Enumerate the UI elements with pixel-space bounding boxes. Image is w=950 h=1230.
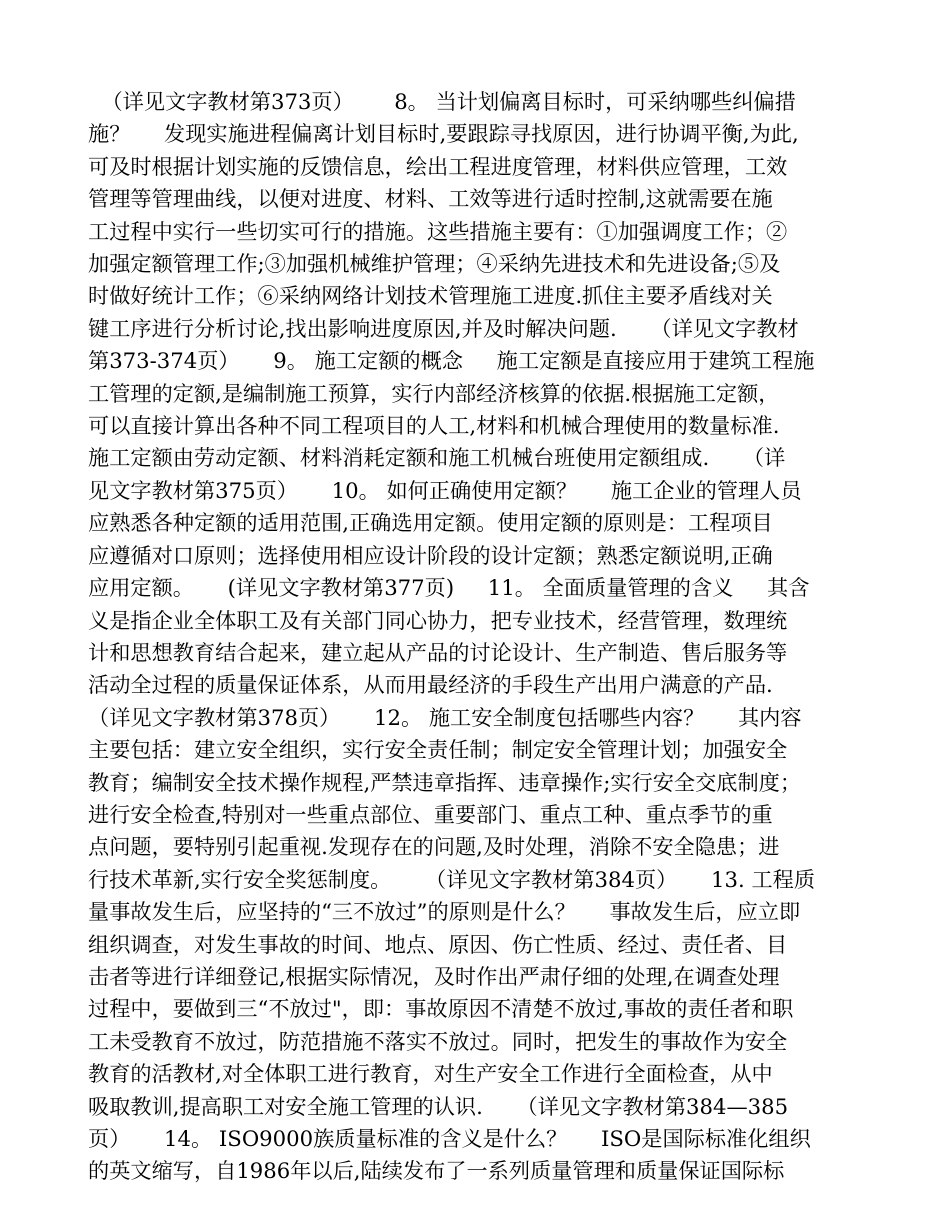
text-line: 过程中，要做到三“不放过"，即：事故原因不清楚不放过,事故的责任者和职 xyxy=(88,996,794,1022)
text-line: 加强定额管理工作;③加强机械维护管理；④采纳先进技术和先进设备;⑤及 xyxy=(88,251,781,277)
text-line: 击者等进行详细登记,根据实际情况，及时作出严肃仔细的处理,在调查处理 xyxy=(88,963,780,989)
text-line: 活动全过程的质量保证体系，从而用最经济的手段生产出用户满意的产品. xyxy=(88,672,773,698)
text-line: 教育的活教材,对全体职工进行教育，对生产安全工作进行全面检查，从中 xyxy=(88,1061,773,1087)
text-line: 量事故发生后，应坚持的“三不放过”的原则是什么？ 事故发生后，应立即 xyxy=(88,899,801,925)
text-line: 工过程中实行一些切实可行的措施。这些措施主要有：①加强调度工作；② xyxy=(88,218,788,244)
text-line: 主要包括：建立安全组织，实行安全责任制；制定安全管理计划；加强安全 xyxy=(88,737,788,763)
text-line: 行技术革新,实行安全奖惩制度。 （详见文字教材第384页） 13. 工程质 xyxy=(88,866,816,892)
text-line: 计和思想教育结合起来，建立起从产品的讨论设计、生产制造、售后服务等 xyxy=(88,639,788,665)
text-line: 吸取教训,提高职工对安全施工管理的认识. （详见文字教材第384—385 xyxy=(88,1093,789,1119)
text-line: 应熟悉各种定额的适用范围,正确选用定额。使用定额的原则是：工程项目 xyxy=(88,510,773,536)
text-line: 第373-374页） 9。 施工定额的概念 施工定额是直接应用于建筑工程施 xyxy=(88,348,815,374)
text-line: （详见文字教材第373页） 8。 当计划偏离目标时，可采纳哪些纠偏措 xyxy=(88,89,796,114)
text-line: 时做好统计工作；⑥采纳网络计划技术管理施工进度.抓住主要矛盾线对关 xyxy=(88,283,773,309)
text-line: 的英文缩写，自1986年以后,陆续发布了一系列质量管理和质量保证国际标 xyxy=(88,1158,785,1184)
text-line: （详见文字教材第378页） 12。 施工安全制度包括哪些内容？ 其内容 xyxy=(88,704,802,730)
text-line: 施工定额由劳动定额、材料消耗定额和施工机械台班使用定额组成. （详 xyxy=(88,445,786,471)
text-line: 键工序进行分析讨论,找出影响进度原因,并及时解决问题. （详见文字教材 xyxy=(88,315,799,341)
text-line: 点问题，要特别引起重视.发现存在的问题,及时处理，消除不安全隐患；进 xyxy=(88,834,780,860)
text-line: 组织调查，对发生事故的时间、地点、原因、伤亡性质、经过、责任者、目 xyxy=(88,931,788,957)
text-line: 管理等管理曲线，以便对进度、材料、工效等进行适时控制,这就需要在施 xyxy=(88,186,773,212)
text-line: 进行安全检查,特别对一些重点部位、重要部门、重点工种、重点季节的重 xyxy=(88,801,773,827)
text-line: 工未受教育不放过，防范措施不落实不放过。同时，把发生的事故作为安全 xyxy=(88,1028,788,1054)
text-line: 工管理的定额,是编制施工预算，实行内部经济核算的依据.根据施工定额， xyxy=(88,380,780,406)
text-line: 应遵循对口原则；选择使用相应设计阶段的设计定额；熟悉定额说明,正确 xyxy=(88,542,773,568)
text-line: 可及时根据计划实施的反馈信息，绘出工程进度管理，材料供应管理，工效 xyxy=(88,153,788,179)
body-text xyxy=(88,86,863,1188)
text-line: 教育；编制安全技术操作规程,严禁违章指挥、违章操作;实行安全交底制度； xyxy=(88,769,802,795)
text-line: 施？ 发现实施进程偏离计划目标时,要跟踪寻找原因，进行协调平衡,为此, xyxy=(88,121,799,147)
text-line: 应用定额。 (详见文字教材第377页) 11。 全面质量管理的含义 其含 xyxy=(88,575,810,601)
text-line: 页） 14。 ISO9000族质量标准的含义是什么？ ISO是国际标准化组织 xyxy=(88,1126,811,1151)
text-line: 见文字教材第375页） 10。 如何正确使用定额？ 施工企业的管理人员 xyxy=(88,477,802,503)
text-line: 义是指企业全体职工及有关部门同心协力，把专业技术，经营管理，数理统 xyxy=(88,607,788,633)
text-line: 可以直接计算出各种不同工程项目的人工,材料和机械合理使用的数量标准. xyxy=(88,413,780,439)
